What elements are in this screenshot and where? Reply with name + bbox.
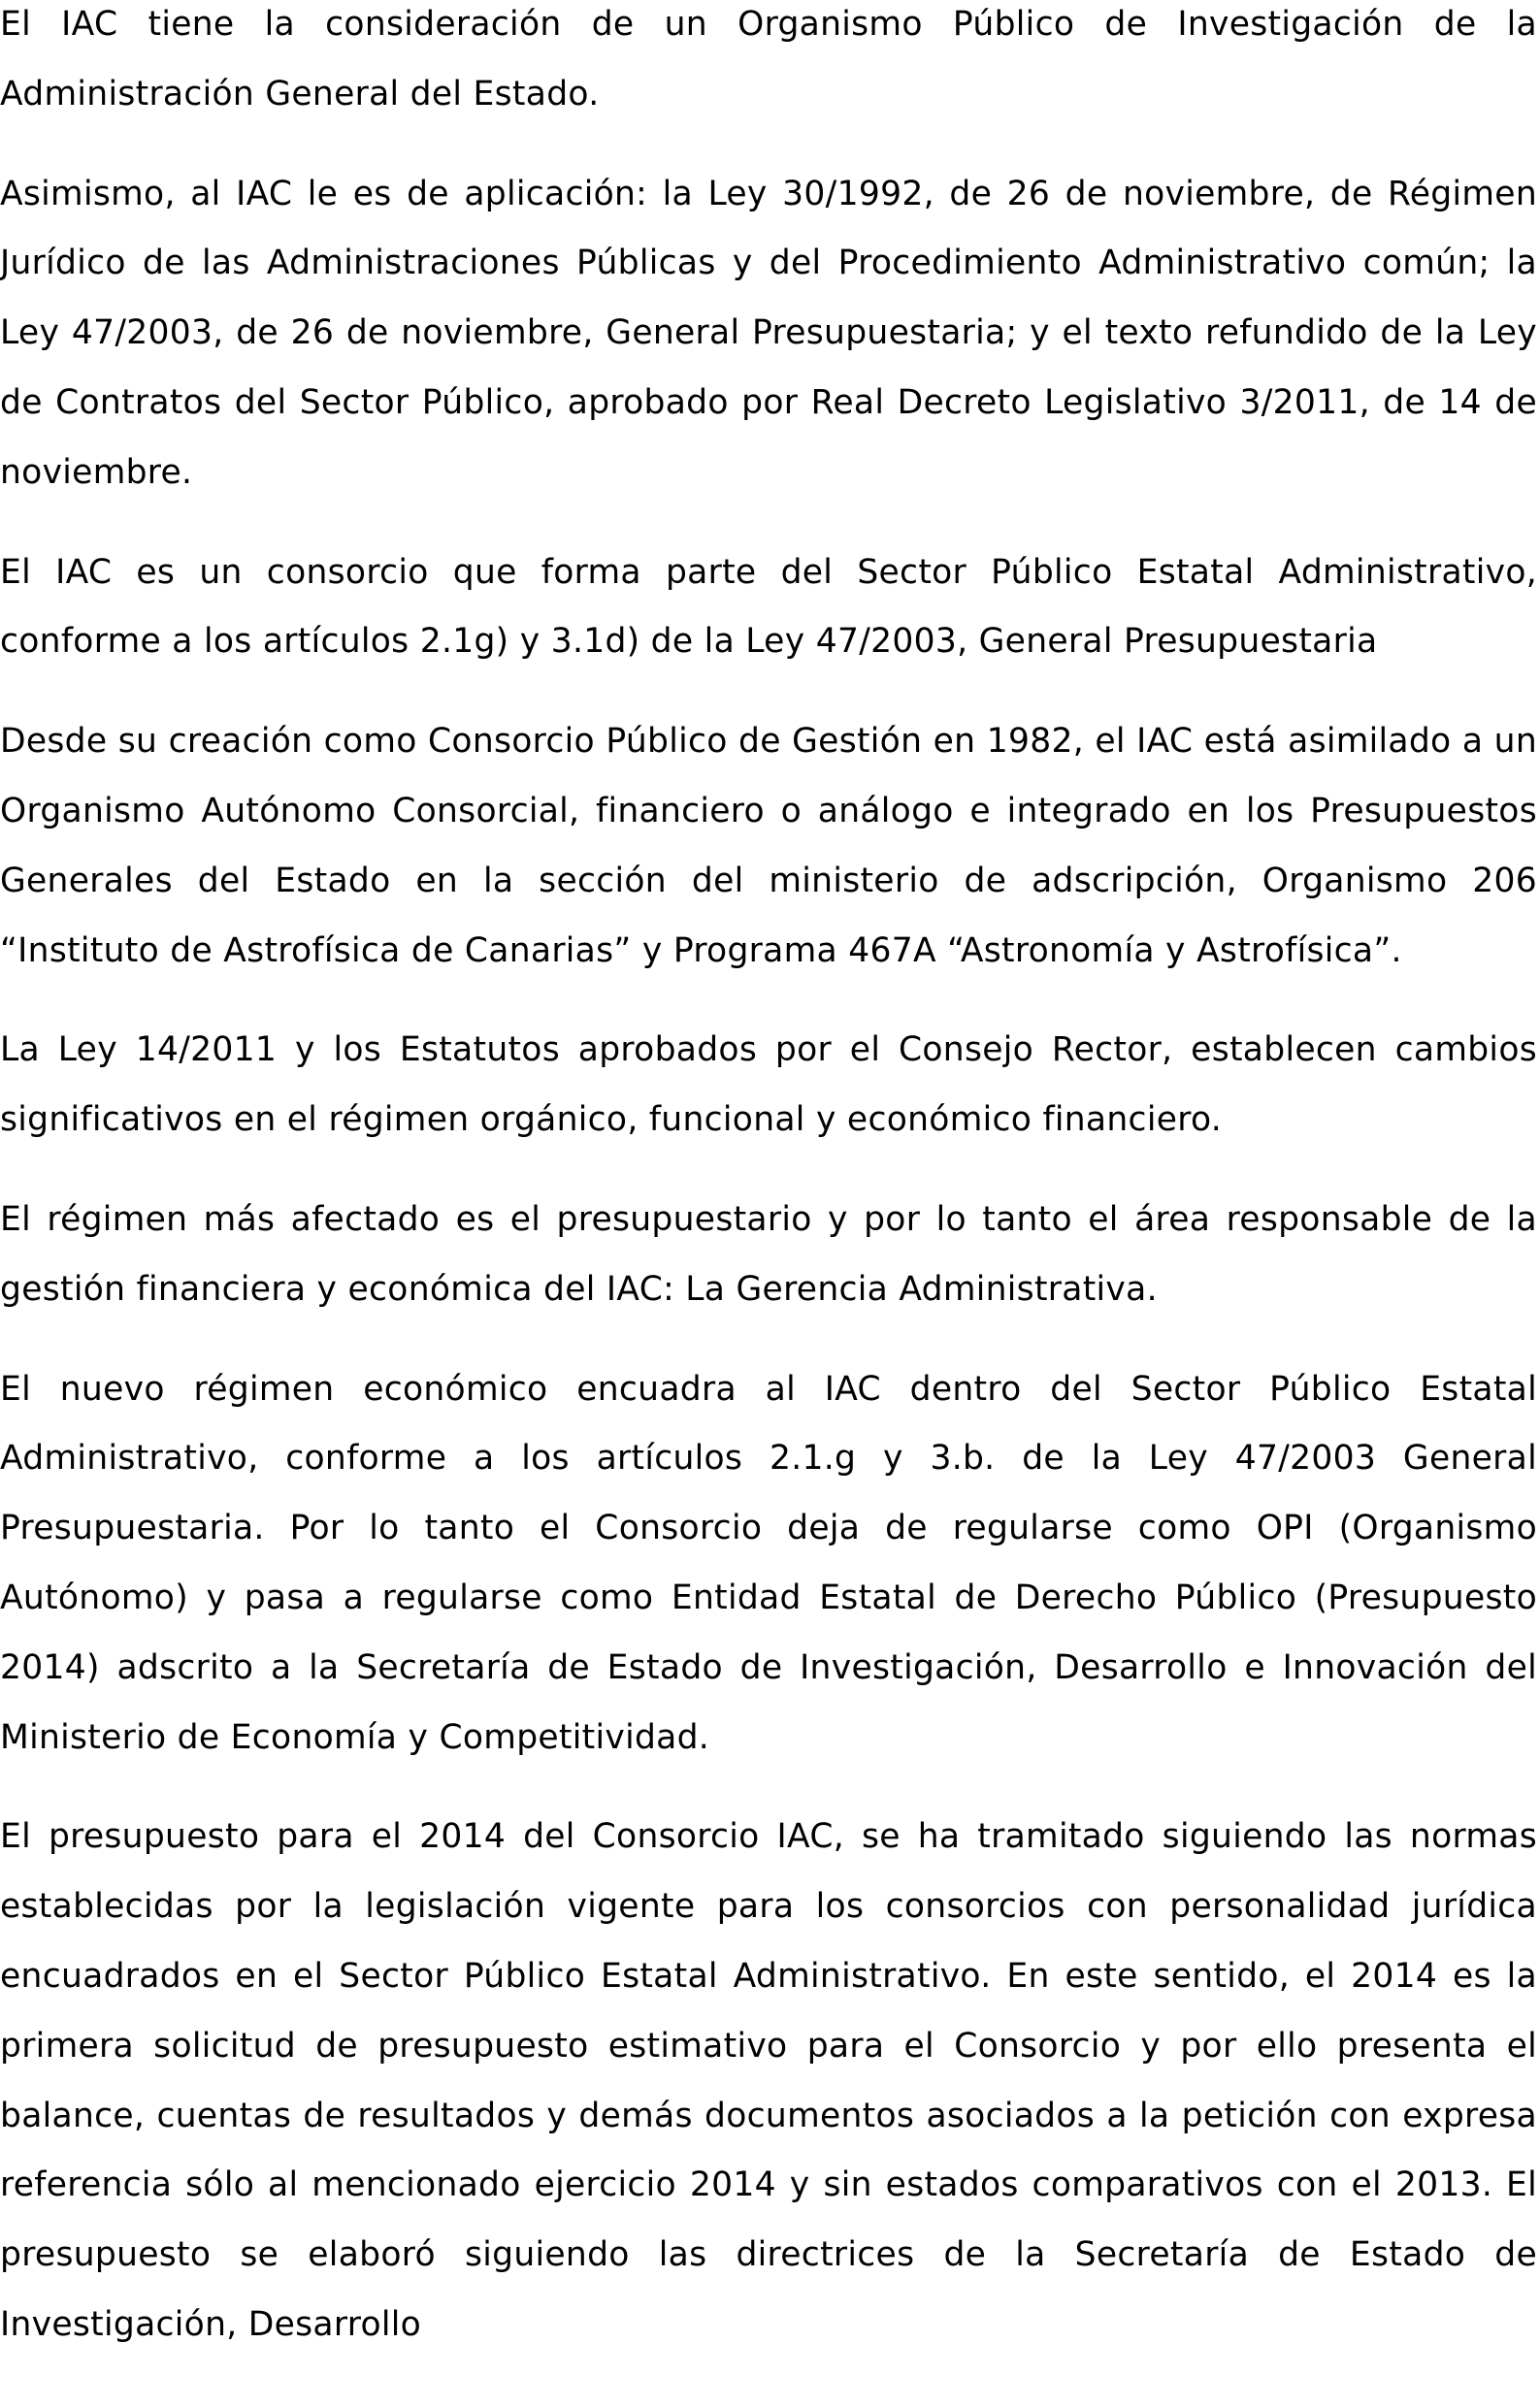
paragraph-budget-regime: El régimen más afectado es el presupuestario y por lo tanto el área responsable de la gestión financiera y económica del IAC: La Gerencia Administrativa.: [0, 1199, 1537, 1309]
paragraph-iac-consideration: El IAC tiene la consideración de un Organismo Público de Investigación de la Administración General del Estado.: [0, 5, 1537, 114]
paragraph-creation-history: Desde su creación como Consorcio Público de Gestión en 1982, el IAC está asimilado a un Organismo Autónomo Consorcial, financiero o análogo e integrado en los Presupuestos Generales del Estado en la sección del ministerio de adscripción, Organismo 206 “Instituto de Astrofísica de Canarias” y Programa 467A “Astronomía y Astrofísica”.: [0, 722, 1537, 970]
paragraph-new-economic-regime: El nuevo régimen económico encuadra al IAC dentro del Sector Público Estatal Administrativo, conforme a los artículos 2.1.g y 3.b. de la Ley 47/2003 General Presupuestaria. Por lo tanto el Consorcio deja de regularse como OPI (Organismo Autónomo) y pasa a regularse como Entidad Estatal de Derecho Público (Presupuesto 2014) adscrito a la Secretaría de Estado de Investigación, Desarrollo e Innovación del Ministerio de Economía y Competitividad.: [0, 1369, 1537, 1757]
paragraph-budget-2014: El presupuesto para el 2014 del Consorcio IAC, se ha tramitado siguiendo las normas establecidas por la legislación vigente para los consorcios con personalidad jurídica encuadrados en el Sector Público Estatal Administrativo. En este sentido, el 2014 es la primera solicitud de presupuesto estimativo para el Consorcio y por ello presenta el balance, cuentas de resultados y demás documentos asociados a la petición con expresa referencia sólo al mencionado ejercicio 2014 y sin estados comparativos con el 2013. El presupuesto se elaboró siguiendo las directrices de la Secretaría de Estado de Investigación, Desarrollo: [0, 1817, 1537, 2344]
paragraph-consortium-sector: El IAC es un consorcio que forma parte del Sector Público Estatal Administrativo, conforme a los artículos 2.1g) y 3.1d) de la Ley 47/2003, General Presupuestaria: [0, 552, 1537, 662]
paragraph-law-14-2011: La Ley 14/2011 y los Estatutos aprobados por el Consejo Rector, establecen cambios significativos en el régimen orgánico, funcional y económico financiero.: [0, 1030, 1537, 1140]
paragraph-applicable-laws: Asimismo, al IAC le es de aplicación: la Ley 30/1992, de 26 de noviembre, de Régimen Jurídico de las Administraciones Públicas y del Procedimiento Administrativo común; la Ley 47/2003, de 26 de noviembre, General Presupuestaria; y el texto refundido de la Ley de Contratos del Sector Público, aprobado por Real Decreto Legislativo 3/2011, de 14 de noviembre.: [0, 174, 1537, 492]
